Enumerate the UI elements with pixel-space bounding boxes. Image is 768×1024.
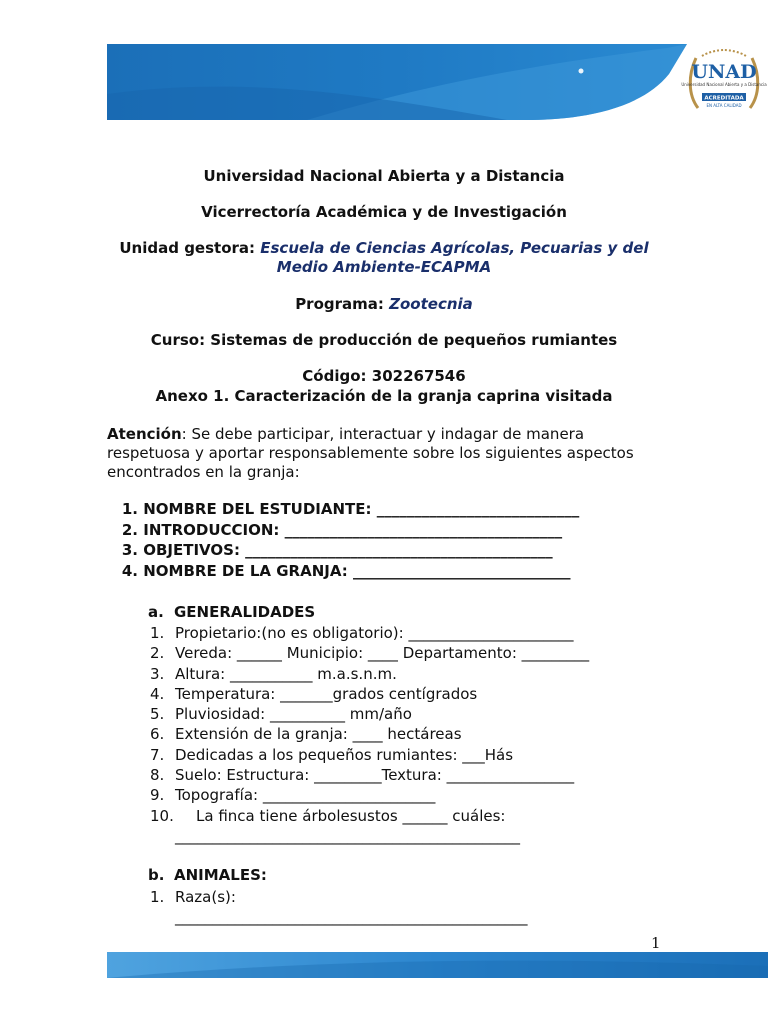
course-title: Curso: Sistemas de producción de pequeños rumiantes (150, 331, 618, 349)
logo-badge-sub: EN ALTA CALIDAD (706, 103, 742, 108)
footer-bar (107, 952, 768, 978)
section-b-list (150, 887, 690, 928)
list-item: 9. Topografía: _______________________ (150, 786, 436, 805)
list-item: 10. La finca tiene árbolesustos ______ cuáles: (150, 806, 506, 825)
logo-subtitle: Universidad Nacional Abierta y a Distancia (681, 82, 767, 87)
header-banner (107, 44, 687, 120)
unit-heading (107, 239, 661, 277)
section-a-title: a. GENERALIDADES (148, 603, 316, 621)
program-value: Zootecnia (389, 295, 473, 313)
list-item: 3. Altura: ___________ m.a.s.n.m. (150, 664, 397, 683)
unit-value-1: Escuela de Ciencias Agrícolas, Pecuarias y del (260, 239, 649, 257)
attention-paragraph (107, 425, 647, 482)
list-item: 6. Extensión de la granja: ____ hectáreas (150, 725, 462, 744)
unit-value-2: Medio Ambiente-ECAPMA (276, 258, 492, 276)
list-item: 4. Temperatura: _______grados centígrados (150, 684, 478, 703)
list-item: 1. Propietario:(no es obligatorio): ______________________ (150, 624, 574, 642)
code-title: Código: 302267546 (302, 367, 466, 385)
page-number: 1 (651, 934, 661, 952)
vicerrectoria-title: Vicerrectoría Académica y de Investigación (201, 203, 567, 221)
unit-label: Unidad gestora: (119, 239, 261, 257)
section-b-title: b. ANIMALES: (148, 866, 267, 884)
list-item: 8. Suelo: Estructura: _________Textura: _________________ (150, 766, 575, 785)
list-item: 3. OBJETIVOS: _________________________________________ (121, 541, 553, 559)
list-item: 5. Pluviosidad: __________ mm/año (150, 705, 412, 724)
list-item: 2. Vereda: ______ Municipio: ____ Departamento: _________ (150, 644, 590, 663)
section-a-list (150, 623, 690, 846)
list-item: 1. Raza(s): (150, 888, 236, 906)
list-item-continuation: _______________________________________________ (175, 908, 528, 927)
program-label: Programa: (295, 295, 390, 313)
attention-label: Atención (107, 425, 182, 443)
annex-title: Anexo 1. Caracterización de la granja caprina visitada (155, 387, 613, 405)
unad-logo (681, 50, 767, 120)
logo-badge: ACREDITADA (704, 95, 744, 102)
list-item: 4. NOMBRE DE LA GRANJA: _____________________________ (121, 561, 571, 580)
logo-wordmark: UNAD (691, 61, 757, 83)
university-title: Universidad Nacional Abierta y a Distancia (203, 167, 565, 185)
list-item: 2. INTRODUCCION: _____________________________________ (121, 520, 563, 539)
attention-text: : Se debe participar, interactuar y indagar de manera respetuosa y aportar responsablemente sobre los siguientes aspectos encontrados en la granja: (107, 425, 634, 481)
main-list (107, 499, 667, 581)
list-item-continuation: ______________________________________________ (175, 826, 520, 845)
list-item: 1. NOMBRE DEL ESTUDIANTE: ___________________________ (121, 500, 580, 518)
list-item: 7. Dedicadas a los pequeños rumiantes: ___Hás (150, 745, 514, 764)
program-heading (107, 295, 661, 314)
